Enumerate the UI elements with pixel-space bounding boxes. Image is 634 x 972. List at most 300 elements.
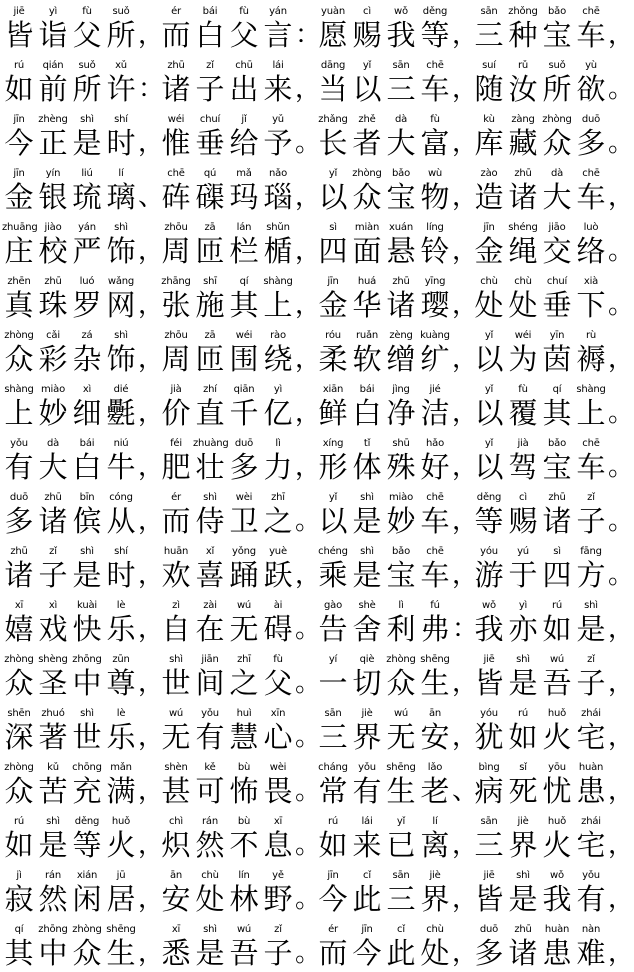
hanzi-character: 宝 — [386, 558, 416, 592]
punctuation-mark: ， — [452, 452, 479, 482]
pinyin-syllable: shēng — [106, 924, 136, 935]
punctuation-mark: ， — [138, 668, 165, 698]
pinyin-syllable: chē — [426, 60, 444, 71]
hanzi-row — [316, 666, 464, 700]
hanzi-character: 净 — [386, 396, 416, 430]
hanzi-character: 火 — [106, 828, 136, 862]
pinyin-syllable: zhǒng — [508, 6, 538, 17]
pinyin-syllable: lí — [118, 168, 124, 179]
pinyin-syllable: wèi — [235, 492, 253, 503]
hanzi-character: 匝 — [195, 342, 225, 376]
hanzi-character: 藏 — [508, 126, 538, 160]
hanzi-character: 纩 — [420, 342, 450, 376]
hanzi-character: 今 — [352, 936, 382, 970]
hanzi-character: 安 — [420, 720, 450, 754]
hanzi-character: 所 — [72, 72, 102, 106]
punctuation-mark: ， — [138, 20, 165, 50]
punctuation-mark: ， — [138, 290, 165, 320]
hanzi-character: 戏 — [38, 612, 68, 646]
hanzi-row — [472, 612, 620, 646]
pinyin-syllable: chē — [582, 438, 600, 449]
hanzi-character: 多 — [4, 504, 34, 538]
hanzi-row — [159, 288, 307, 322]
hanzi-character: 形 — [318, 450, 348, 484]
pinyin-row — [472, 546, 620, 558]
hanzi-character: 然 — [38, 882, 68, 916]
punctuation-mark: ， — [138, 236, 165, 266]
hanzi-character: 今 — [4, 126, 34, 160]
pinyin-row — [2, 438, 150, 450]
pinyin-row — [472, 600, 620, 612]
verse-phrase — [472, 702, 634, 756]
hanzi-row — [472, 126, 620, 160]
pinyin-syllable: zhòng — [542, 114, 572, 125]
hanzi-character: 傧 — [72, 504, 102, 538]
verse-phrase — [159, 594, 322, 648]
pinyin-syllable: kě — [204, 762, 216, 773]
hanzi-character: 缯 — [386, 342, 416, 376]
hanzi-row — [316, 504, 464, 538]
pinyin-syllable: ruǎn — [355, 330, 379, 341]
punctuation-mark: 。 — [608, 290, 634, 320]
hanzi-character: 患 — [542, 936, 572, 970]
verse-phrase — [316, 702, 479, 756]
hanzi-character: 众 — [4, 774, 34, 808]
pinyin-syllable: zhōng — [38, 924, 68, 935]
pinyin-syllable: fù — [430, 114, 440, 125]
hanzi-character: 铃 — [420, 234, 450, 268]
pinyin-syllable: yīng — [424, 276, 446, 287]
hanzi-character: 赐 — [352, 18, 382, 52]
hanzi-character: 者 — [352, 126, 382, 160]
pinyin-syllable: yì — [48, 6, 58, 17]
pinyin-syllable: xī — [171, 924, 181, 935]
pinyin-syllable: chē — [426, 546, 444, 557]
pinyin-syllable: ér — [328, 924, 338, 935]
verse-phrase — [159, 702, 322, 756]
verse-phrase — [472, 648, 634, 702]
pinyin-syllable: miào — [41, 384, 65, 395]
pinyin-syllable: yóu — [480, 546, 498, 557]
hanzi-character: 圣 — [38, 666, 68, 700]
pinyin-row — [2, 492, 150, 504]
hanzi-row — [2, 450, 150, 484]
pinyin-syllable: jiè — [517, 816, 529, 827]
pinyin-syllable: fāng — [580, 546, 602, 557]
pinyin-syllable: kuài — [77, 600, 97, 611]
hanzi-character: 众 — [386, 666, 416, 700]
pinyin-syllable: lán — [236, 222, 252, 233]
verse-phrase — [316, 810, 479, 864]
hanzi-character: 而 — [161, 18, 191, 52]
pinyin-row — [316, 60, 464, 72]
hanzi-character: 吾 — [542, 666, 572, 700]
pinyin-syllable: chē — [582, 6, 600, 17]
hanzi-character: 众 — [72, 936, 102, 970]
hanzi-character: 不 — [229, 828, 259, 862]
hanzi-character: 肥 — [161, 450, 191, 484]
pinyin-syllable: yín — [45, 168, 61, 179]
hanzi-character: 而 — [161, 504, 191, 538]
hanzi-character: 诸 — [542, 504, 572, 538]
pinyin-syllable: yǐ — [484, 438, 494, 449]
verse-phrase — [159, 648, 322, 702]
pinyin-row — [159, 708, 307, 720]
pinyin-row — [316, 654, 464, 666]
hanzi-row — [316, 450, 464, 484]
pinyin-row — [472, 492, 620, 504]
hanzi-character: 子 — [576, 666, 606, 700]
verse-phrase — [159, 378, 322, 432]
pinyin-syllable: jià — [517, 438, 529, 449]
punctuation-mark: ， — [452, 668, 479, 698]
pinyin-row — [2, 546, 150, 558]
hanzi-character: 父 — [263, 666, 293, 700]
hanzi-character: 利 — [386, 612, 416, 646]
pinyin-row — [2, 276, 150, 288]
hanzi-character: 庄 — [4, 234, 34, 268]
pinyin-syllable: yǐ — [484, 330, 494, 341]
hanzi-character: 罗 — [72, 288, 102, 322]
verse-line — [0, 486, 634, 540]
hanzi-character: 千 — [229, 396, 259, 430]
pinyin-syllable: dāng — [320, 60, 346, 71]
hanzi-row — [2, 126, 150, 160]
hanzi-character: 张 — [161, 288, 191, 322]
hanzi-character: 如 — [508, 720, 538, 754]
pinyin-syllable: zhuāng — [2, 222, 38, 233]
pinyin-syllable: yǒu — [201, 708, 219, 719]
pinyin-syllable: xīn — [270, 708, 286, 719]
punctuation-mark: 。 — [295, 128, 322, 158]
pinyin-syllable: mǎ — [236, 168, 252, 179]
pinyin-syllable: ér — [171, 492, 181, 503]
hanzi-character: 告 — [318, 612, 348, 646]
pinyin-row — [159, 6, 307, 18]
pinyin-syllable: xī — [273, 816, 283, 827]
hanzi-character: 四 — [542, 558, 572, 592]
pinyin-syllable: chéng — [318, 546, 348, 557]
pinyin-syllable: cǎi — [46, 330, 60, 341]
punctuation-mark: 。 — [295, 722, 322, 752]
hanzi-character: 网 — [106, 288, 136, 322]
hanzi-character: 妙 — [386, 504, 416, 538]
punctuation-mark: 。 — [608, 128, 634, 158]
verse-phrase — [472, 864, 634, 918]
verse-phrase — [472, 0, 634, 54]
hanzi-character: 等 — [474, 504, 504, 538]
pinyin-row — [2, 870, 150, 882]
hanzi-character: 已 — [386, 828, 416, 862]
punctuation-mark: 。 — [295, 938, 322, 968]
pinyin-syllable: yě — [272, 870, 284, 881]
hanzi-row — [2, 504, 150, 538]
verse-phrase — [2, 270, 165, 324]
verse-line — [0, 810, 634, 864]
pinyin-syllable: shì — [80, 708, 94, 719]
pinyin-syllable: zhòng — [72, 924, 102, 935]
verse-phrase — [316, 324, 479, 378]
pinyin-syllable: shì — [360, 492, 374, 503]
hanzi-character: 是 — [195, 936, 225, 970]
hanzi-character: 乐 — [106, 720, 136, 754]
hanzi-character: 时 — [106, 126, 136, 160]
pinyin-syllable: yǐ — [396, 816, 406, 827]
punctuation-mark: 。 — [295, 884, 322, 914]
hanzi-character: 众 — [352, 180, 382, 214]
hanzi-character: 鲜 — [318, 396, 348, 430]
verse-phrase — [316, 864, 479, 918]
hanzi-character: 出 — [229, 72, 259, 106]
hanzi-character: 交 — [542, 234, 572, 268]
pinyin-syllable: zhí — [203, 384, 217, 395]
pinyin-syllable: wéi — [514, 330, 532, 341]
hanzi-character: 校 — [38, 234, 68, 268]
pinyin-syllable: zhōu — [164, 222, 188, 233]
hanzi-character: 种 — [508, 18, 538, 52]
verse-phrase — [316, 486, 479, 540]
pinyin-row — [159, 222, 307, 234]
verse-line — [0, 648, 634, 702]
hanzi-row — [472, 18, 620, 52]
hanzi-character: 甚 — [161, 774, 191, 808]
pinyin-syllable: chē — [582, 168, 600, 179]
pinyin-row — [316, 546, 464, 558]
hanzi-character: 如 — [542, 612, 572, 646]
hanzi-character: 于 — [508, 558, 538, 592]
pinyin-row — [316, 708, 464, 720]
hanzi-character: 欲 — [576, 72, 606, 106]
pinyin-row — [472, 708, 620, 720]
pinyin-syllable: rú — [327, 816, 339, 827]
hanzi-character: 弗 — [420, 612, 450, 646]
hanzi-character: 世 — [72, 720, 102, 754]
punctuation-mark: ， — [452, 182, 479, 212]
verse-phrase — [472, 162, 634, 216]
verse-phrase — [2, 756, 165, 810]
verse-phrase — [159, 0, 322, 54]
hanzi-character: 来 — [352, 828, 382, 862]
hanzi-character: 在 — [195, 612, 225, 646]
pinyin-row — [472, 816, 620, 828]
hanzi-row — [2, 396, 150, 430]
verse-phrase — [2, 810, 165, 864]
hanzi-row — [2, 828, 150, 862]
pinyin-row — [159, 600, 307, 612]
pinyin-syllable: jīn — [327, 870, 339, 881]
hanzi-character: 众 — [542, 126, 572, 160]
pinyin-syllable: zhū — [44, 492, 62, 503]
pinyin-syllable: bǎo — [392, 168, 410, 179]
hanzi-character: 力 — [263, 450, 293, 484]
hanzi-character: 三 — [474, 828, 504, 862]
hanzi-character: 难 — [576, 936, 606, 970]
punctuation-mark: ， — [295, 560, 322, 590]
pinyin-syllable: zàng — [511, 114, 535, 125]
hanzi-row — [2, 18, 150, 52]
hanzi-character: 寂 — [4, 882, 34, 916]
pinyin-syllable: shì — [203, 924, 217, 935]
hanzi-character: 等 — [420, 18, 450, 52]
pinyin-syllable: qí — [239, 276, 249, 287]
verse-phrase — [472, 756, 634, 810]
pinyin-syllable: zhū — [10, 546, 28, 557]
pinyin-syllable: kǔ — [47, 762, 59, 773]
verse-phrase — [2, 378, 165, 432]
pinyin-syllable: zhū — [548, 492, 566, 503]
hanzi-character: 茵 — [542, 342, 572, 376]
hanzi-character: 诸 — [508, 936, 538, 970]
verse-phrase — [159, 270, 322, 324]
pinyin-row — [2, 168, 150, 180]
pinyin-syllable: yǐ — [362, 60, 372, 71]
pinyin-syllable: shēng — [386, 762, 416, 773]
pinyin-syllable: huān — [163, 546, 189, 557]
punctuation-mark: ， — [452, 236, 479, 266]
pinyin-syllable: dà — [550, 168, 564, 179]
pinyin-row — [2, 6, 150, 18]
punctuation-mark: ， — [452, 20, 479, 50]
pinyin-syllable: xǔ — [115, 60, 127, 71]
pinyin-syllable: chù — [426, 924, 444, 935]
verse-line — [0, 702, 634, 756]
pinyin-syllable: shéng — [508, 222, 538, 233]
pinyin-syllable: huǒ — [547, 816, 567, 827]
punctuation-mark: ， — [295, 74, 322, 104]
pinyin-syllable: rú — [13, 60, 25, 71]
punctuation-mark: ， — [608, 722, 634, 752]
hanzi-row — [159, 558, 307, 592]
pinyin-syllable: yǐ — [484, 384, 494, 395]
hanzi-character: 然 — [195, 828, 225, 862]
hanzi-character: 是 — [508, 666, 538, 700]
punctuation-mark: 。 — [608, 560, 634, 590]
hanzi-row — [472, 558, 620, 592]
verse-line — [0, 378, 634, 432]
punctuation-mark: ， — [452, 128, 479, 158]
verse-line — [0, 594, 634, 648]
hanzi-row — [472, 504, 620, 538]
pinyin-syllable: líng — [426, 222, 444, 233]
pinyin-syllable: zhēn — [7, 276, 31, 287]
hanzi-character: 诸 — [508, 180, 538, 214]
punctuation-mark: ， — [138, 938, 165, 968]
hanzi-row — [159, 18, 307, 52]
verse-phrase — [472, 594, 634, 648]
pinyin-syllable: děng — [422, 6, 448, 17]
pinyin-syllable: jiè — [429, 870, 441, 881]
punctuation-mark: ， — [452, 344, 479, 374]
pinyin-syllable: huǒ — [111, 816, 131, 827]
hanzi-character: 踊 — [229, 558, 259, 592]
hanzi-row — [2, 666, 150, 700]
pinyin-syllable: jīn — [483, 222, 495, 233]
pinyin-syllable: jì — [16, 870, 22, 881]
hanzi-character: 白 — [72, 450, 102, 484]
hanzi-character: 以 — [318, 180, 348, 214]
pinyin-syllable: yǐ — [328, 492, 338, 503]
pinyin-syllable: suǒ — [78, 60, 96, 71]
pinyin-syllable: bù — [237, 816, 251, 827]
pinyin-row — [316, 114, 464, 126]
pinyin-syllable: suǒ — [548, 60, 566, 71]
punctuation-mark: ， — [452, 830, 479, 860]
pinyin-syllable: sān — [480, 6, 498, 17]
punctuation-mark: 。 — [608, 236, 634, 266]
hanzi-row — [316, 396, 464, 430]
pinyin-row — [316, 924, 464, 936]
hanzi-character: 库 — [474, 126, 504, 160]
pinyin-syllable: xià — [583, 276, 599, 287]
pinyin-syllable: zá — [81, 330, 93, 341]
verse-phrase — [472, 54, 634, 108]
hanzi-character: 安 — [161, 882, 191, 916]
pinyin-row — [472, 60, 620, 72]
pinyin-syllable: shèn — [164, 762, 188, 773]
hanzi-character: 车 — [420, 72, 450, 106]
punctuation-mark: ： — [138, 74, 165, 104]
pinyin-syllable: shì — [46, 816, 60, 827]
hanzi-character: 诣 — [38, 18, 68, 52]
hanzi-row — [472, 774, 620, 808]
hanzi-character: 林 — [229, 882, 259, 916]
hanzi-character: 是 — [508, 882, 538, 916]
pinyin-syllable: yǒu — [358, 762, 376, 773]
verse-phrase — [2, 432, 165, 486]
hanzi-character: 如 — [318, 828, 348, 862]
pinyin-syllable: fù — [273, 654, 283, 665]
punctuation-mark: ， — [138, 560, 165, 590]
punctuation-mark: 。 — [295, 668, 322, 698]
hanzi-character: 怖 — [229, 774, 259, 808]
hanzi-character: 宝 — [386, 180, 416, 214]
hanzi-character: 垂 — [542, 288, 572, 322]
hanzi-character: 珠 — [38, 288, 68, 322]
hanzi-character: 造 — [474, 180, 504, 214]
hanzi-row — [159, 396, 307, 430]
hanzi-character: 壮 — [195, 450, 225, 484]
pinyin-row — [316, 330, 464, 342]
pinyin-syllable: wú — [549, 654, 565, 665]
pinyin-syllable: jiē — [13, 6, 25, 17]
punctuation-mark: ： — [295, 20, 322, 50]
pinyin-syllable: rú — [517, 708, 529, 719]
hanzi-character: 璎 — [420, 288, 450, 322]
pinyin-syllable: zhū — [167, 60, 185, 71]
hanzi-character: 金 — [318, 288, 348, 322]
pinyin-syllable: zǐ — [206, 60, 214, 71]
hanzi-character: 父 — [229, 18, 259, 52]
pinyin-syllable: shì — [516, 654, 530, 665]
pinyin-syllable: zhōu — [164, 330, 188, 341]
pinyin-syllable: zhòng — [4, 762, 34, 773]
pinyin-syllable: duō — [479, 924, 499, 935]
verse-line — [0, 108, 634, 162]
hanzi-row — [159, 666, 307, 700]
pinyin-syllable: shēng — [420, 654, 450, 665]
pinyin-syllable: mǎn — [110, 762, 132, 773]
verse-phrase — [159, 540, 322, 594]
punctuation-mark: ， — [608, 830, 634, 860]
hanzi-row — [472, 234, 620, 268]
pinyin-syllable: cǐ — [363, 870, 371, 881]
hanzi-character: 给 — [229, 126, 259, 160]
hanzi-character: 有 — [4, 450, 34, 484]
hanzi-character: 快 — [72, 612, 102, 646]
hanzi-row — [159, 342, 307, 376]
verse-line — [0, 162, 634, 216]
pinyin-syllable: duō — [9, 492, 29, 503]
